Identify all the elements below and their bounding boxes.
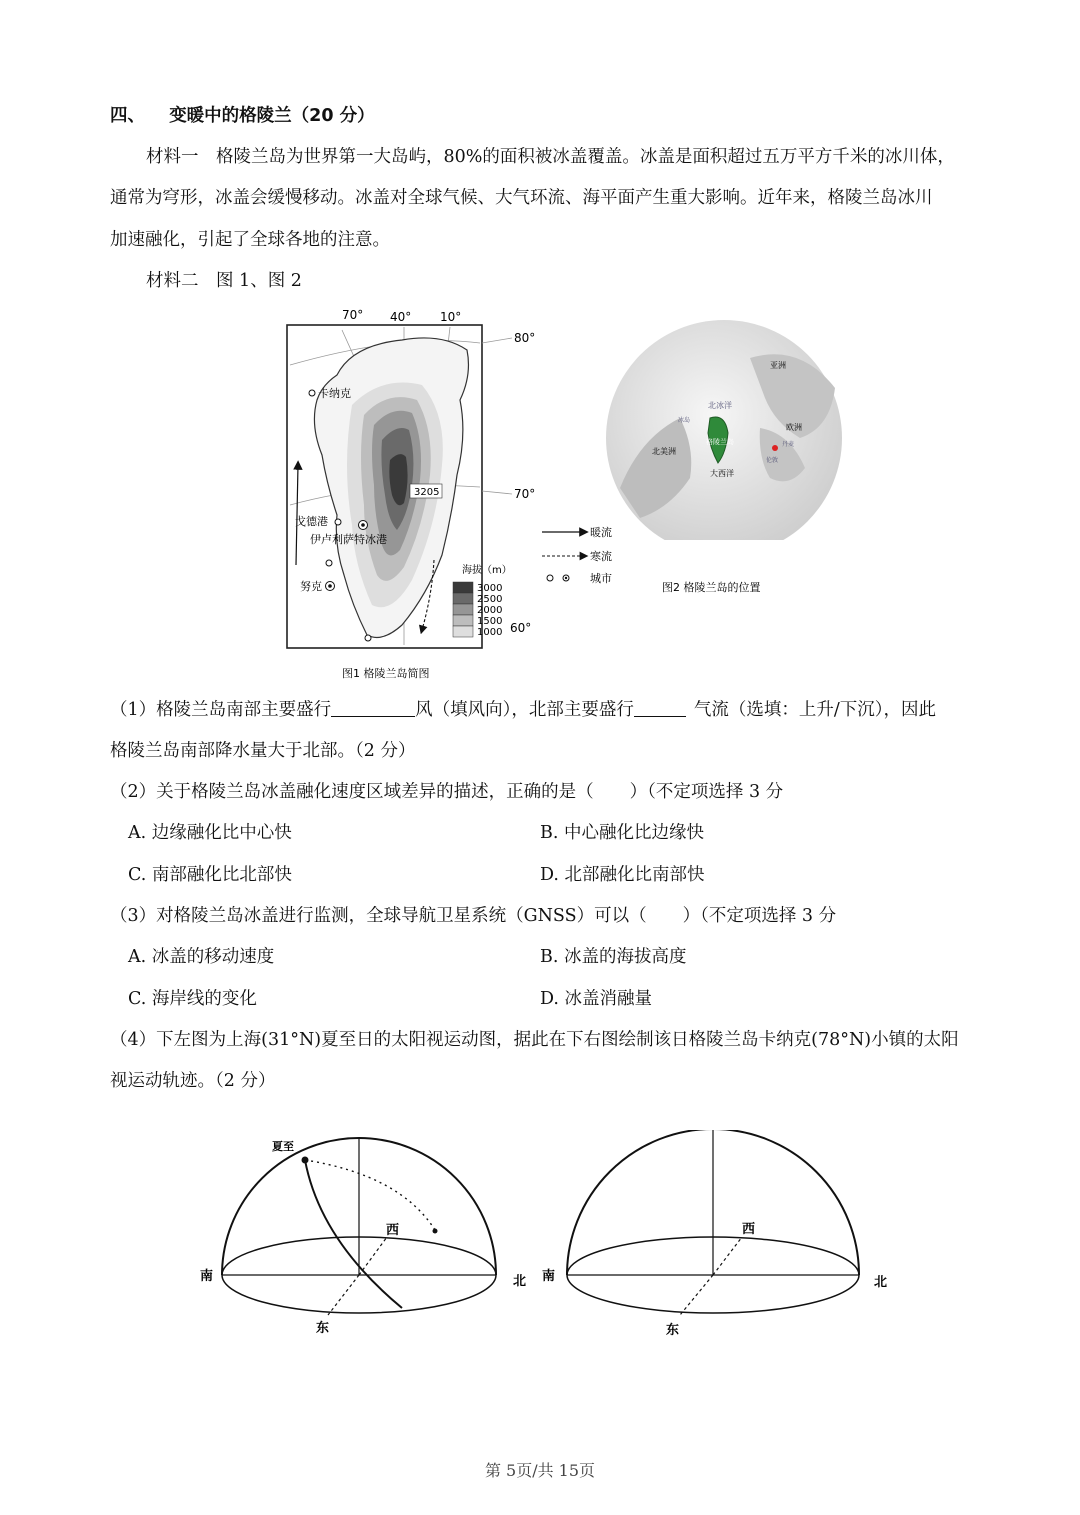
q3-option-c[interactable]: C. 海岸线的变化 xyxy=(128,989,257,1009)
globe-label-europe: 欧洲 xyxy=(786,423,802,432)
globe-label-denmark: 丹麦 xyxy=(782,441,795,448)
right-label-south: 南 xyxy=(542,1269,556,1284)
legend-city: 城市 xyxy=(590,572,612,585)
legend-swatch-2500 xyxy=(453,593,473,604)
left-label-west: 西 xyxy=(386,1223,400,1238)
elevation-legend xyxy=(453,563,512,638)
section-heading xyxy=(110,104,375,128)
q3-stem-b: ）（不定项选择 3 分 xyxy=(682,906,837,926)
q1-part-1: （1）格陵兰岛南部主要盛行 xyxy=(110,700,332,720)
legend-cold-current: 寒流 xyxy=(590,550,612,563)
page-footer: 第 5页/共 15页 xyxy=(484,1461,596,1480)
globe-label-arctic: 北冰洋 xyxy=(708,401,732,410)
legend-swatch-1000 xyxy=(453,626,473,637)
q2-option-a[interactable]: A. 边缘融化比中心快 xyxy=(128,823,292,843)
q2-stem-a: （2）关于格陵兰岛冰盖融化速度区域差异的描述，正确的是（ xyxy=(110,782,594,802)
lat-label-60: 60° xyxy=(510,621,532,635)
lon-label-40: 40° xyxy=(390,310,412,324)
material1-line-1: 材料一 格陵兰岛为世界第一大岛屿，80%的面积被冰盖覆盖。冰盖是面积超过五万平方千米的冰川体， xyxy=(146,147,955,167)
lon-label-70: 70° xyxy=(342,308,364,322)
q3-option-b[interactable]: B. 冰盖的海拔高度 xyxy=(540,947,687,967)
q1-part-2: 风（填风向），北部主要盛行 xyxy=(415,700,634,720)
material1-line-2: 通常为穹形，冰盖会缓慢移动。冰盖对全球气候、大气环流、海平面产生重大影响。近年来，格陵兰岛冰川 xyxy=(110,188,933,208)
sun-path-diagram-shanghai xyxy=(200,1138,526,1336)
city-label-godhavn: 戈德港 xyxy=(295,515,328,528)
legend-value-3000: 3000 xyxy=(477,583,503,594)
figure-1-greenland-map xyxy=(282,305,612,685)
q2-option-d[interactable]: D. 北部融化比南部快 xyxy=(540,865,705,885)
q3-stem-a: （3）对格陵兰岛冰盖进行监测，全球导航卫星系统（GNSS）可以（ xyxy=(110,906,647,926)
city-label-kanak: 卡纳克 xyxy=(318,387,351,400)
q4-line-2: 视运动轨迹。（2 分） xyxy=(110,1071,276,1091)
legend-warm-current: 暖流 xyxy=(590,526,612,539)
legend-swatch-2000 xyxy=(453,604,473,615)
peak-elevation: 3205 xyxy=(414,487,440,498)
legend-value-2500: 2500 xyxy=(477,594,503,605)
sun-path-diagram-kanak[interactable] xyxy=(542,1130,887,1338)
q1-part-3: 气流（选填：上升/下沉），因此 xyxy=(693,700,937,720)
city-marker-godhavn xyxy=(335,519,341,525)
figure-2-globe xyxy=(600,318,850,608)
legend-value-1500: 1500 xyxy=(477,616,503,627)
city-marker-nuuk xyxy=(328,584,332,588)
q2-stem-b: ）（不定项选择 3 分 xyxy=(629,782,784,802)
legend-title: 海拔（m） xyxy=(462,565,512,576)
sun-path-diagrams xyxy=(190,1130,910,1350)
q2-option-c[interactable]: C. 南部融化比北部快 xyxy=(128,865,292,885)
material1-line-3: 加速融化，引起了全球各地的注意。 xyxy=(110,230,390,250)
city-label-ilulissat: 伊卢利萨特冰港 xyxy=(310,533,387,546)
section-title: 变暖中的格陵兰（20 分） xyxy=(169,106,375,126)
globe-label-asia: 亚洲 xyxy=(770,361,786,370)
right-label-west: 西 xyxy=(742,1222,756,1237)
legend-swatch-1500 xyxy=(453,615,473,626)
legend-value-2000: 2000 xyxy=(477,605,503,616)
q3-stem xyxy=(110,904,836,928)
q1-line-2: 格陵兰岛南部降水量大于北部。（2 分） xyxy=(110,741,416,761)
right-label-north: 北 xyxy=(874,1275,888,1290)
london-marker xyxy=(772,445,778,451)
q2-option-b[interactable]: B. 中心融化比边缘快 xyxy=(540,823,704,843)
q3-option-d[interactable]: D. 冰盖消融量 xyxy=(540,989,653,1009)
left-label-south: 南 xyxy=(200,1269,214,1284)
city-marker-kanak xyxy=(309,390,315,396)
right-label-east: 东 xyxy=(666,1323,680,1338)
globe-label-greenland: 格陵兰岛 xyxy=(706,438,734,446)
left-label-east: 东 xyxy=(316,1321,330,1336)
q1-line-1 xyxy=(110,698,936,722)
figure-2-caption: 图2 格陵兰岛的位置 xyxy=(662,581,761,594)
left-label-north: 北 xyxy=(513,1274,527,1289)
q1-wind-blank[interactable] xyxy=(331,716,415,717)
left-label-summer: 夏至 xyxy=(272,1140,294,1153)
city-marker-ilulissat xyxy=(361,523,365,527)
lon-label-10: 10° xyxy=(440,310,462,324)
q4-line-1: （4）下左图为上海(31°N)夏至日的太阳视运动图，据此在下右图绘制该日格陵兰岛卡纳克(78°N)小镇的太阳 xyxy=(110,1030,959,1050)
globe-label-north-america: 北美洲 xyxy=(652,447,676,456)
section-number: 四、 xyxy=(110,106,145,126)
left-sun-dotted-path xyxy=(305,1160,435,1230)
city-legend-icon xyxy=(547,575,553,581)
globe-label-atlantic: 大西洋 xyxy=(710,469,734,478)
left-summer-sun-marker xyxy=(302,1157,309,1164)
lat-label-70: 70° xyxy=(514,487,536,501)
legend-value-1000: 1000 xyxy=(477,627,503,638)
city-label-nuuk: 努克 xyxy=(300,580,322,593)
globe-label-iceland: 冰岛 xyxy=(678,417,691,424)
material2-label: 材料二 图 1、图 2 xyxy=(146,271,302,291)
q3-option-a[interactable]: A. 冰盖的移动速度 xyxy=(128,947,275,967)
legend-swatch-3000 xyxy=(453,582,473,593)
q2-stem xyxy=(110,780,783,804)
figure-1-caption: 图1 格陵兰岛简图 xyxy=(342,667,430,680)
q1-airflow-blank[interactable] xyxy=(634,716,686,717)
lat-label-80: 80° xyxy=(514,331,536,345)
globe-label-london: 伦敦 xyxy=(766,457,779,464)
